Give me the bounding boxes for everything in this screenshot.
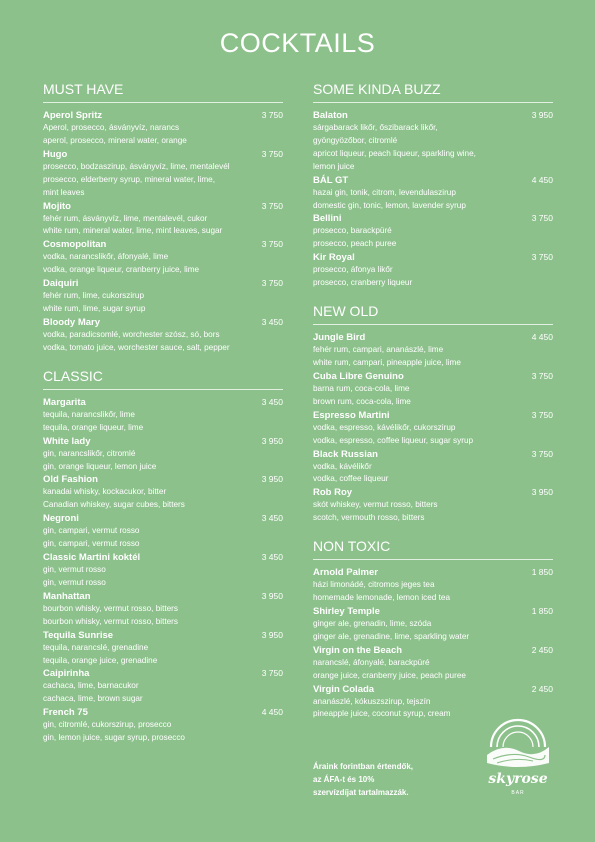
menu-item-description: white rum, mineral water, lime, mint leaves, sugar: [43, 226, 223, 236]
menu-item-description: gin, narancslikőr, citromlé: [43, 448, 136, 458]
menu-item-description: white rum, lime, sugar syrup: [43, 304, 146, 314]
menu-item-description: gin, citromlé, cukorszirup, prosecco: [43, 720, 172, 730]
menu-item-description: sárgabarack likőr, őszibarack likőr,: [313, 123, 438, 132]
menu-item-header: [43, 396, 283, 409]
section-title: NEW OLD: [313, 302, 553, 325]
menu-item-price: 4 450: [531, 332, 553, 343]
menu-section: [313, 302, 553, 525]
menu-item-description: orange juice, cranberry juice, peach puree: [313, 670, 466, 680]
menu-item-header: [313, 644, 553, 657]
menu-item: [43, 148, 283, 200]
menu-item-price: 3 450: [261, 396, 283, 407]
menu-item-price: 1 850: [531, 605, 553, 616]
menu-item-description: skót whiskey, vermut rosso, bitters: [313, 500, 438, 510]
menu-section: [43, 80, 283, 355]
price-note-line: szervízdíjat tartalmazzák.: [313, 788, 409, 797]
price-note-line: Áraink forintban értendők,: [313, 762, 414, 771]
menu-item: [313, 409, 553, 448]
menu-item-description: gin, campari, vermut rosso: [43, 539, 140, 549]
menu-item: [43, 238, 283, 277]
menu-item-header: [43, 316, 283, 329]
menu-item-price: 4 450: [261, 707, 283, 718]
menu-item-name: Balaton: [313, 110, 348, 121]
menu-item-name: BÁL GT: [313, 174, 349, 186]
section-title: NON TOXIC: [313, 537, 553, 560]
logo-subtitle: BAR: [511, 790, 525, 796]
menu-item-header: [313, 370, 553, 383]
menu-item-name: Bellini: [313, 213, 342, 225]
menu-item-price: 3 750: [531, 252, 553, 263]
menu-item-description: pineapple juice, coconut syrup, cream: [313, 709, 451, 719]
menu-item-price: 3 750: [531, 448, 553, 459]
menu-item-description: white rum, campari, pineapple juice, lime: [313, 357, 461, 367]
menu-item-description: gin, campari, vermut rosso: [43, 526, 140, 536]
menu-item-name: Rob Roy: [313, 487, 353, 499]
menu-item-description: fehér rum, lime, cukorszirup: [43, 291, 145, 301]
menu-item: [43, 435, 283, 474]
menu-item-description: vodka, tomato juice, worchester sauce, salt, pepper: [43, 342, 230, 352]
menu-item-description: prosecco, peach puree: [313, 239, 397, 249]
menu-item-description: cachaca, lime, barnacukor: [43, 681, 139, 691]
menu-item-header: [43, 200, 283, 213]
menu-item-name: Black Russian: [313, 448, 378, 460]
menu-item-description: homemade lemonade, lemon iced tea: [313, 593, 450, 603]
menu-section: [313, 537, 553, 721]
menu-item-name: Aperol Spritz: [43, 110, 103, 121]
menu-item-header: [313, 212, 553, 225]
menu-item-description: vodka, espresso, coffee liqueur, sugar syrup: [313, 435, 474, 445]
menu-item-description: kanadai whisky, kockacukor, bitter: [43, 487, 167, 497]
menu-item: [313, 448, 553, 487]
menu-item-price: 3 750: [261, 148, 283, 159]
menu-item-name: Margarita: [43, 396, 86, 408]
menu-section: [43, 367, 283, 745]
logo-wordmark: skyrose: [488, 771, 548, 787]
menu-item-name: Manhattan: [43, 590, 91, 602]
section-title: MUST HAVE: [43, 80, 283, 103]
menu-item-name: Cuba Libre Genuino: [313, 370, 404, 382]
menu-item-header: [43, 277, 283, 290]
menu-item: [313, 370, 553, 409]
menu-item-price: 2 450: [531, 683, 553, 694]
menu-item-price: 3 750: [531, 370, 553, 381]
menu-item-description: domestic gin, tonic, lemon, lavender syrup: [313, 200, 466, 210]
menu-section: [313, 80, 553, 290]
menu-item-name: Classic Martini koktél: [43, 552, 141, 564]
menu-item-name: Hugo: [43, 148, 68, 160]
menu-item-price: 3 950: [531, 487, 553, 498]
menu-item-header: [313, 331, 553, 344]
menu-item-header: [43, 512, 283, 525]
menu-item-description: aperol, prosecco, mineral water, orange: [43, 135, 187, 145]
price-note: [313, 760, 413, 799]
menu-item-price: 3 950: [261, 435, 283, 446]
menu-item: [43, 667, 283, 706]
section-title: SOME KINDA BUZZ: [313, 80, 553, 103]
menu-item-description: narancslé, áfonyalé, barackpüré: [313, 657, 430, 667]
menu-item: [313, 486, 553, 525]
menu-item: [43, 512, 283, 551]
menu-item-description: hazai gin, tonik, citrom, levendulaszirup: [313, 187, 456, 197]
left-column: [43, 80, 283, 757]
menu-item-price: 2 450: [531, 644, 553, 655]
menu-item-description: ananászlé, kókuszszirup, tejszín: [313, 696, 431, 706]
menu-item-description: prosecco, elderberry syrup, mineral water, lime,: [43, 174, 216, 184]
menu-item-name: Bloody Mary: [43, 316, 101, 328]
menu-item-description: gin, vermut rosso: [43, 577, 106, 587]
menu-item-price: 3 750: [261, 239, 283, 250]
menu-item-description: vodka, narancslikőr, áfonyalé, lime: [43, 252, 169, 262]
menu-item-name: Jungle Bird: [313, 332, 366, 344]
menu-item-header: [43, 473, 283, 486]
price-note-line: az ÁFA-t és 10%: [313, 775, 375, 784]
menu-item-header: [43, 706, 283, 719]
menu-item-header: [313, 448, 553, 461]
right-column: [313, 80, 553, 733]
menu-item-header: [43, 238, 283, 251]
menu-item-header: [43, 590, 283, 603]
menu-item-name: Old Fashion: [43, 474, 98, 486]
menu-item-description: vodka, espresso, kávélikőr, cukorszirup: [313, 422, 456, 432]
menu-item-header: [313, 566, 553, 579]
menu-item-description: mint leaves: [43, 187, 85, 197]
menu-item-name: Daiquiri: [43, 278, 79, 290]
menu-item-description: prosecco, barackpüré: [313, 226, 392, 236]
menu-item: [313, 109, 553, 174]
menu-item: [313, 174, 553, 213]
menu-item-description: prosecco, áfonya likőr: [313, 265, 393, 275]
menu-item-description: gin, vermut rosso: [43, 565, 106, 575]
menu-item-description: vodka, paradicsomlé, worchester szósz, só, bors: [43, 329, 220, 339]
menu-item: [43, 316, 283, 355]
menu-item-name: Tequila Sunrise: [43, 629, 114, 641]
menu-item-description: Aperol, prosecco, ásványvíz, narancs: [43, 123, 180, 132]
menu-item-description: prosecco, cranberry liqueur: [313, 278, 413, 288]
menu-item-name: Mojito: [43, 200, 71, 212]
menu-item-name: Negroni: [43, 513, 79, 525]
menu-item-price: 3 750: [261, 668, 283, 679]
menu-item-description: prosecco, bodzaszirup, ásványvíz, lime, mentalevél: [43, 161, 230, 171]
menu-item-price: 3 750: [531, 213, 553, 224]
menu-item-description: tequila, narancslikőr, lime: [43, 409, 135, 419]
menu-item-name: Caipirinha: [43, 668, 90, 680]
menu-item-description: gyöngyözőbor, citromlé: [313, 135, 398, 145]
menu-item-description: fehér rum, campari, ananászlé, lime: [313, 345, 444, 355]
menu-item-header: [43, 109, 283, 122]
menu-item-price: 3 450: [261, 316, 283, 327]
menu-item-description: gin, lemon juice, sugar syrup, prosecco: [43, 733, 185, 743]
menu-item-description: tequila, orange liqueur, lime: [43, 422, 144, 432]
menu-item-header: [313, 251, 553, 264]
menu-item-price: 3 950: [261, 474, 283, 485]
menu-item-description: bourbon whisky, vermut rosso, bitters: [43, 603, 178, 613]
menu-item-price: 3 450: [261, 552, 283, 563]
page-title: COCKTAILS: [219, 28, 376, 58]
menu-item-header: [43, 435, 283, 448]
menu-item-name: Kir Royal: [313, 252, 355, 264]
menu-item: [43, 590, 283, 629]
menu-item: [313, 212, 553, 251]
menu-item-header: [313, 109, 553, 122]
menu-item-price: 1 850: [531, 567, 553, 578]
menu-item-price: 3 450: [261, 513, 283, 524]
menu-item-description: házi limonádé, citromos jeges tea: [313, 580, 435, 590]
menu-item-price: 3 750: [261, 200, 283, 211]
menu-item-name: Virgin Colada: [313, 683, 375, 695]
menu-item-description: scotch, vermouth rosso, bitters: [313, 513, 425, 523]
menu-item: [43, 200, 283, 239]
menu-item-description: lemon juice: [313, 161, 355, 171]
menu-item-description: vodka, kávélikőr: [313, 461, 372, 471]
menu-item-price: 3 750: [261, 110, 283, 120]
menu-item-description: Canadian whiskey, sugar cubes, bitters: [43, 500, 185, 510]
menu-item-description: tequila, narancslé, grenadine: [43, 642, 149, 652]
menu-item-header: [313, 486, 553, 499]
menu-item: [43, 473, 283, 512]
menu-item: [313, 605, 553, 644]
menu-item-header: [313, 605, 553, 618]
menu-item-price: 3 950: [531, 110, 553, 120]
menu-item-description: vodka, orange liqueur, cranberry juice, lime: [43, 265, 200, 275]
menu-item-header: [43, 629, 283, 642]
menu-item-header: [313, 683, 553, 696]
menu-item-name: Virgin on the Beach: [313, 644, 403, 656]
menu-item-name: Arnold Palmer: [313, 567, 378, 579]
menu-item-header: [43, 551, 283, 564]
menu-item-description: cachaca, lime, brown sugar: [43, 694, 143, 704]
menu-item: [43, 551, 283, 590]
menu-item-description: barna rum, coca-cola, lime: [313, 383, 410, 393]
menu-item-price: 4 450: [531, 174, 553, 185]
menu-item-name: Cosmopolitan: [43, 239, 107, 251]
menu-item-description: brown rum, coca-cola, lime: [313, 396, 411, 406]
section-title: CLASSIC: [43, 367, 283, 390]
menu-item: [313, 331, 553, 370]
menu-item-price: 3 950: [261, 629, 283, 640]
menu-item-description: ginger ale, grenadin, lime, szóda: [313, 618, 432, 628]
menu-item: [313, 251, 553, 290]
menu-item-description: ginger ale, grenadine, lime, sparkling water: [313, 631, 470, 641]
menu-item-header: [313, 174, 553, 187]
menu-item-header: [313, 409, 553, 422]
menu-item: [43, 706, 283, 745]
menu-item-price: 3 750: [261, 278, 283, 289]
menu-item-name: Espresso Martini: [313, 409, 390, 421]
menu-item: [43, 109, 283, 148]
menu-item-header: [43, 667, 283, 680]
menu-item-header: [43, 148, 283, 161]
menu-item-description: vodka, coffee liqueur: [313, 474, 389, 484]
menu-item-description: fehér rum, ásványvíz, lime, mentalevél, cukor: [43, 213, 208, 223]
menu-item: [43, 277, 283, 316]
menu-item-description: bourbon whisky, vermut rosso, bitters: [43, 616, 178, 626]
menu-item-price: 3 750: [531, 409, 553, 420]
menu-item: [43, 396, 283, 435]
menu-item-description: tequila, orange juice, grenadine: [43, 655, 158, 665]
menu-item: [313, 644, 553, 683]
menu-item-name: White lady: [43, 435, 91, 447]
menu-item: [313, 566, 553, 605]
menu-item-price: 3 950: [261, 590, 283, 601]
menu-item-description: gin, orange liqueur, lemon juice: [43, 461, 157, 471]
menu-item: [43, 629, 283, 668]
menu-item-name: Shirley Temple: [313, 605, 380, 617]
menu-item-description: apricot liqueur, peach liqueur, sparkling wine,: [313, 148, 476, 158]
menu-item-name: French 75: [43, 707, 88, 719]
